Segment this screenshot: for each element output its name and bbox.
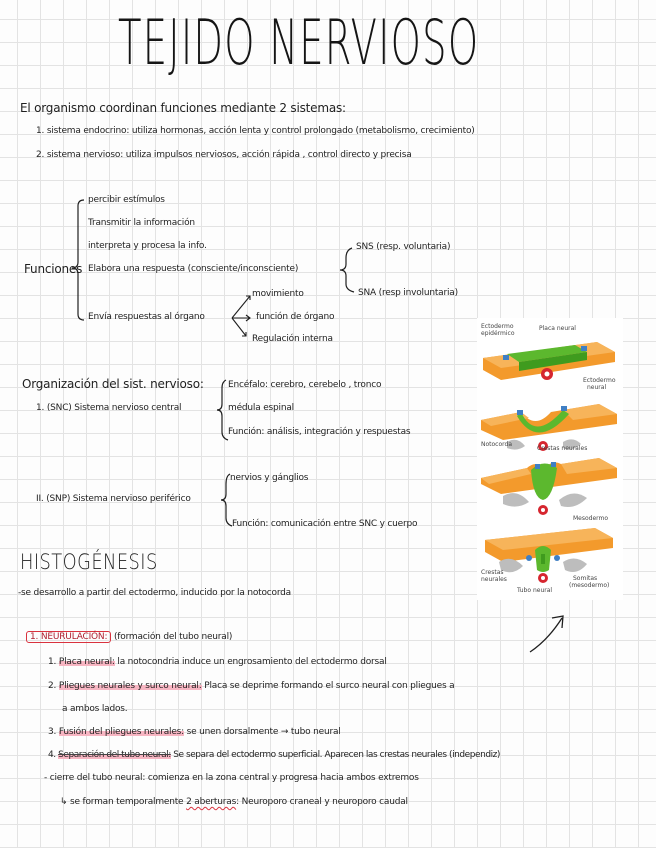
stage-3	[481, 458, 617, 515]
snc-medula: médula espinal	[228, 403, 294, 413]
funcion-transmitir: Transmitir la información	[88, 218, 195, 228]
organizacion-title: Organización del sist. nervioso:	[22, 377, 204, 391]
snp-nervios: nervios y gánglios	[230, 473, 309, 483]
step-1	[48, 657, 387, 667]
step-text: se unen dorsalmente → tubo neural	[184, 727, 341, 737]
step-title: Pliegues neurales y surco neural:	[58, 681, 202, 691]
label-ectodermo-epidermico-2: epidérmico	[481, 330, 515, 337]
label-ectodermo-neural-1: Ectodermo	[583, 377, 616, 384]
aberturas-word: 2 aberturas	[186, 797, 237, 807]
label-somitas-2: (mesodermo)	[569, 582, 610, 589]
neurulacion-label: 1. NEURULACIÓN:	[26, 631, 111, 643]
step-title: Placa neural:	[58, 657, 115, 667]
label-ectodermo-neural-2: neural	[587, 384, 607, 391]
label-ectodermo-epidermico-1: Ectodermo	[481, 323, 514, 330]
neurulacion-row	[26, 632, 232, 642]
stage-1	[483, 342, 615, 380]
label-notocorda: Notocorda	[481, 441, 512, 448]
snp-label: II. (SNP) Sistema nervioso periférico	[36, 494, 191, 504]
aberturas-pre: ↳ se forman temporalmente	[60, 797, 184, 807]
funcion-envia: Envía respuestas al órgano	[88, 312, 205, 322]
efecto-regulacion: Regulación interna	[252, 334, 333, 344]
neurulation-diagram	[477, 318, 623, 600]
step-number: 3.	[48, 727, 57, 737]
step-2-cont: a ambos lados.	[62, 704, 128, 714]
page-title: TEJIDO NERVIOSO	[118, 6, 480, 79]
snp-funcion: Función: comunicación entre SNC y cuerpo	[232, 519, 418, 529]
step-number: 2.	[48, 681, 57, 691]
step-number: 1.	[48, 657, 57, 667]
label-tubo-neural: Tubo neural	[517, 587, 553, 594]
step-title: Separación del tubo neural:	[58, 750, 171, 760]
intro-item-nervioso: 2. sistema nervioso: utiliza impulsos nerviosos, acción rápida , control directo y precisa	[36, 150, 412, 160]
efecto-funcion-organo: función de órgano	[256, 312, 335, 322]
funcion-interpreta: interpreta y procesa la info.	[88, 241, 207, 251]
step-text: Se separa del ectodermo superficial. Aparecen las crestas neurales (independiz)	[170, 750, 500, 760]
aberturas-post: : Neuroporo craneal y neuroporo caudal	[236, 797, 408, 807]
funcion-percibir: percibir estímulos	[88, 195, 165, 205]
label-crestas-neurales-2a: Crestas	[481, 569, 504, 576]
step-text: Placa se deprime formando el surco neural con pliegues a	[201, 681, 455, 691]
label-crestas-neurales-1: Crestas neurales	[537, 445, 588, 452]
respuesta-sns: SNS (resp. voluntaria)	[356, 242, 451, 252]
intro-item-endocrino: 1. sistema endocrino: utiliza hormonas, acción lenta y control prolongado (metabolismo, crecimiento)	[36, 126, 475, 136]
histogenesis-heading: HISTOGÉNESIS	[20, 550, 158, 574]
label-somitas-1: Somitas	[573, 575, 598, 582]
neurulation-svg	[477, 318, 623, 600]
label-placa-neural: Placa neural	[539, 325, 576, 332]
funcion-elabora: Elabora una respuesta (consciente/inconsciente)	[88, 264, 299, 274]
snc-encefalo: Encéfalo: cerebro, cerebelo , tronco	[228, 380, 382, 390]
step-number: 4.	[48, 750, 56, 760]
step-text: la notocondria induce un engrosamiento del ectodermo dorsal	[114, 657, 387, 667]
label-mesodermo: Mesodermo	[573, 515, 609, 522]
efecto-movimiento: movimiento	[252, 289, 304, 299]
label-crestas-neurales-2b: neurales	[481, 576, 507, 583]
intro-line: El organismo coordinan funciones mediante 2 sistemas:	[20, 101, 346, 115]
step-4	[48, 750, 500, 760]
funciones-label: Funciones	[24, 262, 83, 276]
aberturas-line	[60, 797, 408, 807]
neurulacion-desc: (formación del tubo neural)	[113, 632, 233, 642]
step-2	[48, 681, 454, 691]
cierre-line: - cierre del tubo neural: comienza en la zona central y progresa hacia ambos extremos	[44, 773, 419, 783]
snc-funcion: Función: análisis, integración y respuestas	[228, 427, 411, 437]
step-title: Fusión del pliegues neurales:	[58, 727, 184, 737]
step-3	[48, 727, 341, 737]
respuesta-sna: SNA (resp involuntaria)	[358, 288, 458, 298]
histogenesis-line: -se desarrollo a partir del ectodermo, inducido por la notocorda	[18, 588, 291, 598]
snc-label: 1. (SNC) Sistema nervioso central	[36, 403, 182, 413]
